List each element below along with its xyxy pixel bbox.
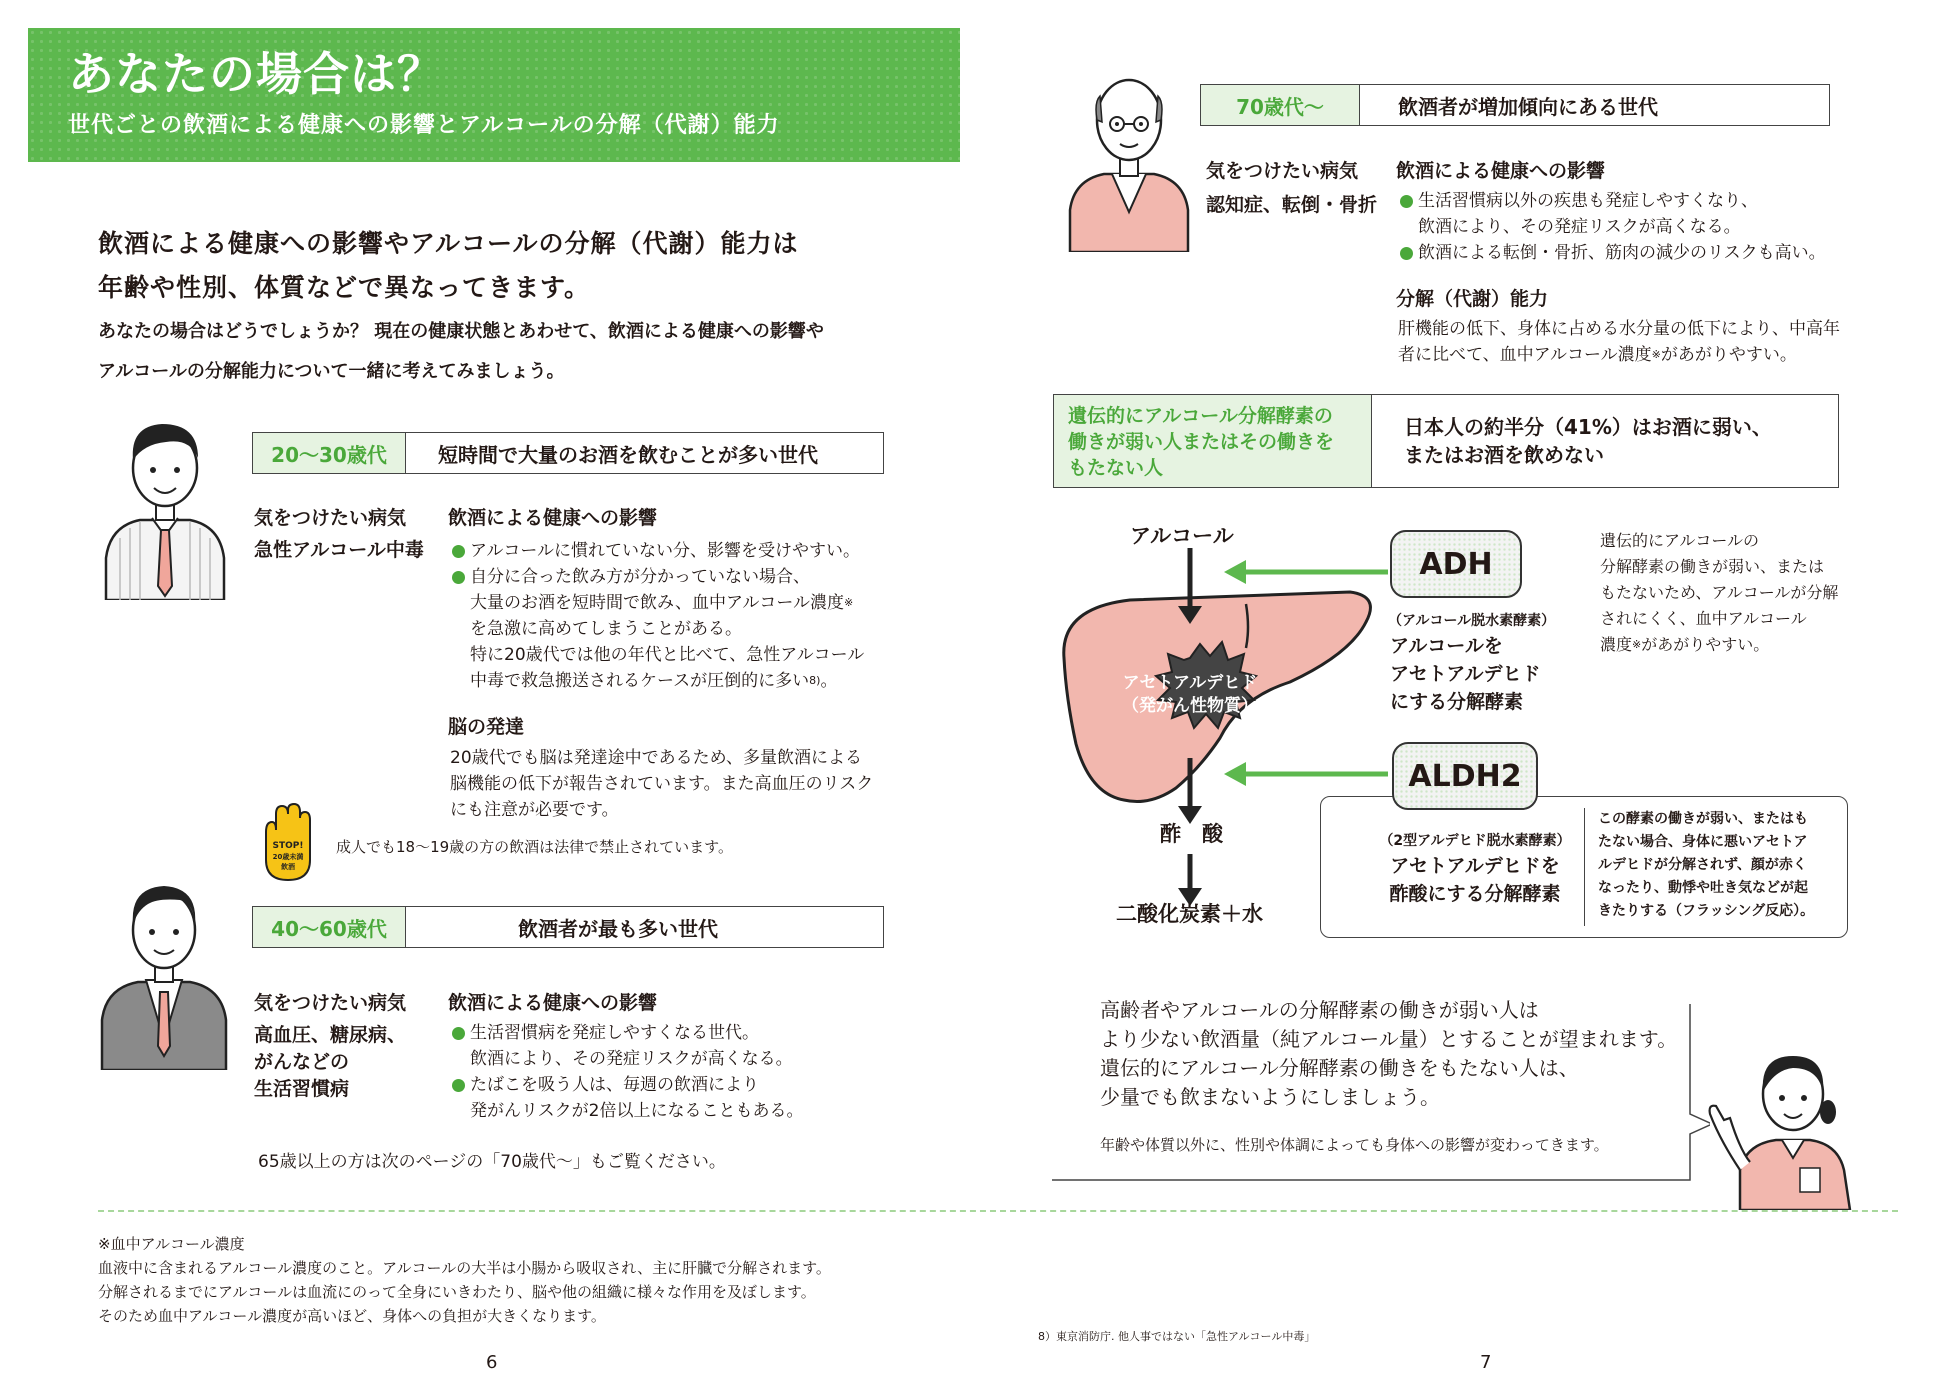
page-header bbox=[28, 28, 960, 162]
aldh2-enzyme-badge: ALDH2 bbox=[1392, 742, 1538, 810]
reference-note: 8）東京消防庁. 他人事ではない「急性アルコール中毒」 bbox=[1038, 1330, 1316, 1343]
young-man-illustration bbox=[100, 408, 230, 600]
aldh2-desc-line: 酢酸にする分解酵素 bbox=[1389, 883, 1561, 905]
aldh2-note-line: この酵素の働きが弱い、またはも bbox=[1598, 811, 1808, 827]
elderly-man-illustration bbox=[1066, 62, 1192, 252]
impact-label: 飲酒による健康への影響 bbox=[1396, 160, 1606, 182]
age-label: 70歳代〜 bbox=[1201, 85, 1360, 125]
stop-sign-text: 飲酒 bbox=[281, 863, 295, 871]
adh-note-line: 遺伝的にアルコールの bbox=[1600, 531, 1760, 550]
age-description: 短時間で大量のお酒を飲むことが多い世代 bbox=[438, 442, 818, 467]
stop-sign-text: 20歳未満 bbox=[272, 853, 304, 861]
impact-list bbox=[450, 1020, 803, 1124]
age-label: 40〜60歳代 bbox=[253, 907, 406, 947]
genetic-label-line: 働きが弱い人またはその働きを bbox=[1068, 431, 1335, 453]
lead-heading bbox=[98, 222, 799, 310]
bullet-line: 生活習慣病を発症しやすくなる世代。 bbox=[470, 1023, 759, 1043]
aldh2-divider bbox=[1584, 808, 1585, 926]
bullet-item bbox=[1398, 188, 1826, 240]
age-description: 飲酒者が最も多い世代 bbox=[518, 916, 718, 941]
reference-mark: 8) bbox=[809, 674, 821, 687]
bullet-line: を急激に高めてしまうことがある。 bbox=[470, 619, 742, 639]
disease-line: がんなどの bbox=[254, 1051, 350, 1073]
adh-note-line: 濃度 bbox=[1600, 635, 1633, 654]
advice-line: 少量でも飲まないようにしましょう。 bbox=[1100, 1085, 1440, 1109]
impact-label: 飲酒による健康への影響 bbox=[448, 992, 658, 1014]
disease-value: 認知症、転倒・骨折 bbox=[1206, 194, 1378, 216]
disease-label: 気をつけたい病気 bbox=[254, 992, 407, 1014]
lead-body-line: あなたの場合はどうでしょうか？ 現在の健康状態とあわせて、飲酒による健康への影響や bbox=[98, 321, 824, 342]
diagram-acetic-acid: 酢 酸 bbox=[1160, 822, 1223, 846]
aldh2-note-line: たない場合、身体に悪いアセトア bbox=[1598, 834, 1808, 850]
age-description: 飲酒者が増加傾向にある世代 bbox=[1398, 94, 1658, 119]
impact-list bbox=[450, 538, 890, 694]
genetic-fact bbox=[1372, 395, 1838, 487]
genetic-fact-line: またはお酒を飲めない bbox=[1404, 443, 1604, 467]
lead-line: 飲酒による健康への影響やアルコールの分解（代謝）能力は bbox=[98, 229, 799, 258]
advice-line: 遺伝的にアルコール分解酵素の働きをもたない人は、 bbox=[1100, 1056, 1579, 1080]
section-divider bbox=[98, 1210, 1898, 1212]
adh-desc-line: にする分解酵素 bbox=[1390, 691, 1524, 713]
adh-subtitle: （アルコール脱水素酵素） bbox=[1388, 613, 1556, 629]
metabolism-label: 分解（代謝）能力 bbox=[1396, 288, 1549, 310]
adh-note-line-end: があがりやすい。 bbox=[1641, 635, 1770, 654]
advice-note: 年齢や体質以外に、性別や体調によっても身体への影響が変わってきます。 bbox=[1100, 1136, 1609, 1154]
adh-note-line: されにくく、血中アルコール bbox=[1600, 609, 1807, 628]
advice-line: 高齢者やアルコールの分解酵素の働きが弱い人は bbox=[1100, 998, 1539, 1022]
footnote-line: そのため血中アルコール濃度が高いほど、身体への負担が大きくなります。 bbox=[98, 1307, 606, 1325]
bullet-item bbox=[450, 1020, 803, 1072]
diagram-final-product: 二酸化炭素＋水 bbox=[1116, 902, 1263, 926]
bullet-item bbox=[450, 1072, 803, 1124]
page-number-right: 7 bbox=[1480, 1352, 1492, 1373]
metabolism-text bbox=[1398, 316, 1840, 368]
bullet-line: 飲酒により、その発症リスクが高くなる。 bbox=[470, 1049, 793, 1069]
footnote-line: 血液中に含まれるアルコール濃度のこと。アルコールの大半は小腸から吸収され、主に肝臓で分解されます。 bbox=[98, 1259, 831, 1277]
acetaldehyde-line: アセトアルデヒド bbox=[1122, 673, 1258, 693]
genetic-fact-line: 日本人の約半分（41%）はお酒に弱い、 bbox=[1404, 415, 1772, 439]
stop-hand-icon bbox=[258, 802, 312, 882]
age-bar-70 bbox=[1200, 84, 1830, 126]
bullet-item: アルコールに慣れていない分、影響を受けやすい。 bbox=[450, 538, 890, 564]
footnote-title: ※血中アルコール濃度 bbox=[98, 1235, 245, 1253]
bullet-item: 飲酒による転倒・骨折、筋肉の減少のリスクも高い。 bbox=[1398, 240, 1826, 266]
aldh2-note-line: ルデヒドが分解されず、顔が赤く bbox=[1598, 857, 1807, 873]
diagram-alcohol: アルコール bbox=[1130, 524, 1234, 548]
adh-description bbox=[1390, 632, 1540, 716]
adh-note-line: もたないため、アルコールが分解 bbox=[1600, 583, 1839, 602]
brain-line: 20歳代でも脳は発達途中であるため、多量飲酒による bbox=[450, 748, 862, 768]
bullet-item bbox=[450, 564, 890, 694]
advice-text bbox=[1100, 996, 1677, 1112]
adh-note-line: 分解酵素の働きが弱い、または bbox=[1600, 557, 1825, 576]
page-number-left: 6 bbox=[486, 1352, 498, 1373]
bullet-line: 飲酒により、その発症リスクが高くなる。 bbox=[1418, 217, 1741, 237]
acetaldehyde-line: （発がん性物質） bbox=[1122, 696, 1258, 716]
page-subtitle: 世代ごとの飲酒による健康への影響とアルコールの分解（代謝）能力 bbox=[68, 113, 780, 138]
age-bar-20-30 bbox=[252, 432, 884, 474]
age40-note: 65歳以上の方は次のページの「70歳代〜」もご覧ください。 bbox=[258, 1152, 726, 1172]
bullet-line: たばこを吸う人は、毎週の飲酒により bbox=[470, 1075, 759, 1095]
bullet-line: 生活習慣病以外の疾患も発症しやすくなり、 bbox=[1418, 191, 1758, 211]
impact-label: 飲酒による健康への影響 bbox=[448, 507, 658, 529]
lead-line: 年齢や性別、体質などで異なってきます。 bbox=[98, 273, 591, 302]
genetic-label-line: 遺伝的にアルコール分解酵素の bbox=[1068, 405, 1333, 427]
brain-text bbox=[450, 745, 873, 823]
adh-enzyme-badge: ADH bbox=[1390, 530, 1522, 598]
aldh2-subtitle: （2型アルデヒド脱水素酵素） bbox=[1379, 833, 1571, 849]
aldh2-note-line: きたりする（フラッシング反応）。 bbox=[1598, 903, 1815, 919]
footnote-line: 分解されるまでにアルコールは血流にのって全身にいきわたり、脳や他の組織に様々な作用を及ぼします。 bbox=[98, 1283, 816, 1301]
bullet-line: 発がんリスクが2倍以上になることもある。 bbox=[470, 1101, 804, 1121]
advice-line: より少ない飲酒量（純アルコール量）とすることが望まれます。 bbox=[1100, 1027, 1678, 1051]
footnote-mark: ※ bbox=[1632, 638, 1642, 651]
enzyme-arrows bbox=[1222, 552, 1394, 792]
genetic-label-line: もたない人 bbox=[1068, 457, 1164, 479]
disease-value bbox=[254, 1022, 406, 1103]
adh-desc-line: アルコールを bbox=[1390, 635, 1503, 657]
aldh2-desc-line: アセトアルデヒドを bbox=[1390, 855, 1560, 877]
metabolism-line: 肝機能の低下、身体に占める水分量の低下により、中高年 bbox=[1398, 319, 1840, 339]
nurse-illustration bbox=[1700, 1040, 1860, 1210]
metabolism-line: 者に比べて、血中アルコール濃度 bbox=[1398, 345, 1652, 365]
aldh2-note bbox=[1598, 808, 1814, 923]
footnote-mark: ※ bbox=[1651, 348, 1661, 361]
brain-line: にも注意が必要です。 bbox=[450, 800, 619, 820]
bullet-line-end: 。 bbox=[820, 671, 838, 691]
aldh2-note-line: なったり、動悸や吐き気などが起 bbox=[1598, 880, 1808, 896]
disease-label: 気をつけたい病気 bbox=[1206, 160, 1359, 182]
brain-line: 脳機能の低下が報告されています。また高血圧のリスク bbox=[450, 774, 874, 794]
brain-label: 脳の発達 bbox=[448, 716, 525, 738]
impact-list bbox=[1398, 188, 1826, 266]
middle-aged-man-illustration bbox=[98, 870, 230, 1070]
age-label: 20〜30歳代 bbox=[253, 433, 406, 473]
disease-label: 気をつけたい病気 bbox=[254, 507, 407, 529]
footnote bbox=[98, 1232, 831, 1328]
aldh2-description bbox=[1352, 852, 1598, 908]
footnote-mark: ※ bbox=[844, 596, 854, 609]
disease-line: 生活習慣病 bbox=[254, 1078, 350, 1100]
adh-desc-line: アセトアルデヒド bbox=[1390, 663, 1541, 685]
disease-line: 高血圧、糖尿病、 bbox=[254, 1024, 407, 1046]
metabolism-line-end: があがりやすい。 bbox=[1660, 345, 1797, 365]
genetic-label bbox=[1054, 395, 1372, 487]
lead-body-line: アルコールの分解能力について一緒に考えてみましょう。 bbox=[98, 361, 565, 382]
disease-value: 急性アルコール中毒 bbox=[254, 539, 424, 561]
page-title: あなたの場合は？ bbox=[68, 47, 444, 101]
stop-sign-text: STOP! bbox=[272, 841, 304, 851]
lead-body bbox=[98, 312, 824, 392]
stop-note: 成人でも18〜19歳の方の飲酒は法律で禁止されています。 bbox=[336, 838, 733, 856]
adh-note bbox=[1600, 528, 1838, 658]
bullet-line: 特に20歳代では他の年代と比べて、急性アルコール bbox=[470, 645, 865, 665]
bullet-line: 大量のお酒を短時間で飲み、血中アルコール濃度 bbox=[470, 593, 844, 613]
age-bar-40-60 bbox=[252, 906, 884, 948]
bullet-line: 自分に合った飲み方が分かっていない場合、 bbox=[470, 567, 810, 587]
bullet-line: 中毒で救急搬送されるケースが圧倒的に多い bbox=[470, 671, 810, 691]
genetic-box bbox=[1053, 394, 1839, 488]
